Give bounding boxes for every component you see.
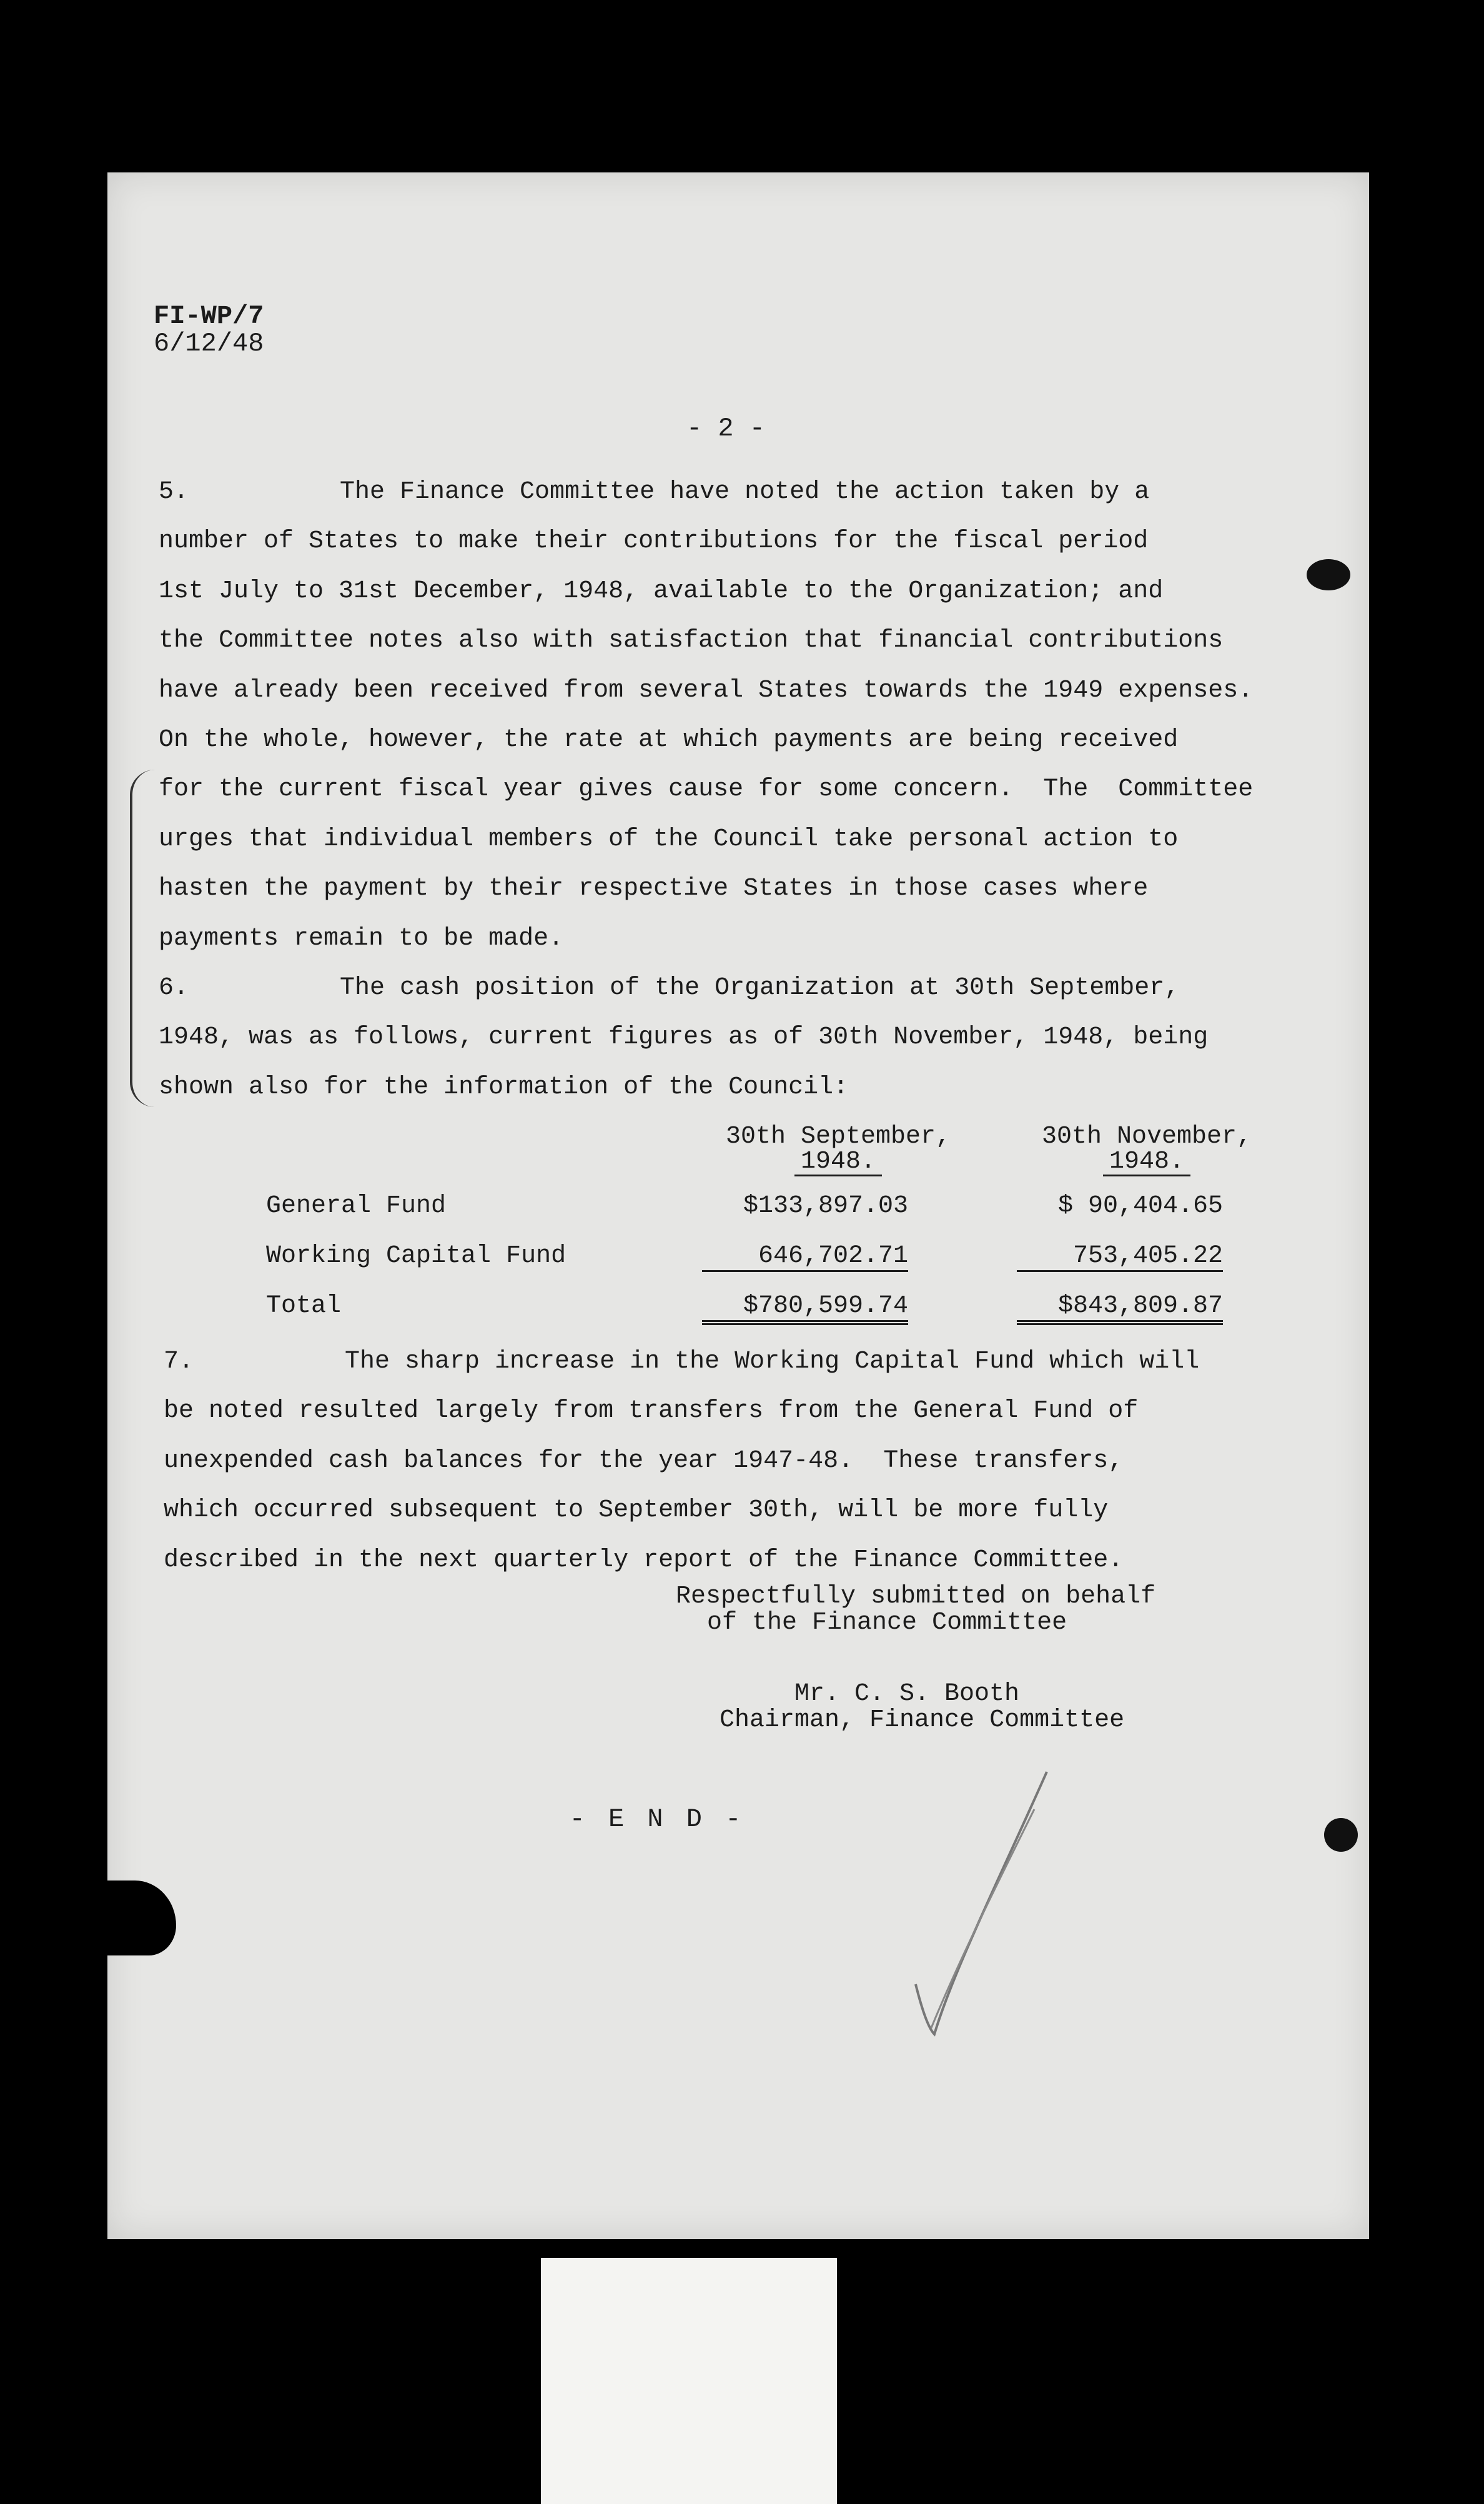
page-damage-mark (1307, 559, 1350, 590)
paragraph-line: shown also for the information of the Council: (159, 1073, 849, 1101)
closing-line: of the Finance Committee (707, 1609, 1067, 1637)
paragraph-line: unexpended cash balances for the year 1947-48. These transfers, (164, 1446, 1124, 1475)
check-mark-icon (797, 1734, 1059, 2059)
paragraph-line: 1st July to 31st December, 1948, available to the Organization; and (159, 577, 1164, 605)
paragraph-line: The Finance Committee have noted the action taken by a (340, 478, 1150, 506)
page-damage-mark (1324, 1818, 1358, 1852)
row-label-general-fund: General Fund (266, 1192, 447, 1220)
paragraph-5 (159, 467, 1345, 963)
paragraph-line: be noted resulted largely from transfers from the General Fund of (164, 1397, 1139, 1426)
paragraph-6 (159, 963, 1345, 1112)
paragraph-line: which occurred subsequent to September 30th, will be more fully (164, 1496, 1109, 1525)
page-number: - 2 - (686, 414, 766, 444)
cell-working-capital-september: 646,702.71 (702, 1242, 908, 1272)
cell-general-fund-november: $ 90,404.65 (1057, 1192, 1223, 1220)
paragraph-number: 7. (164, 1348, 194, 1376)
column-header-september: 30th September, 1948. (725, 1123, 951, 1176)
paragraph-line: The sharp increase in the Working Capital Fund which will (345, 1348, 1200, 1376)
signatory-title: Chairman, Finance Committee (720, 1706, 1125, 1734)
paragraph-number: 5. (159, 478, 189, 506)
reference-date: 6/12/48 (154, 329, 264, 359)
paragraph-line: payments remain to be made. (159, 924, 564, 953)
end-mark: - E N D - (569, 1804, 745, 1834)
reference-code: FI-WP/7 (154, 301, 264, 331)
paragraph-number: 6. (159, 974, 189, 1002)
paragraph-line: hasten the payment by their respective States in those cases where (159, 875, 1149, 903)
paragraph-line: for the current fiscal year gives cause for some concern. The Committee (159, 775, 1254, 804)
paragraph-line: described in the next quarterly report of the Finance Committee. (164, 1546, 1124, 1574)
paragraph-line: have already been received from several States towards the 1949 expenses. (159, 676, 1254, 705)
paragraph-line: number of States to make their contributions for the fiscal period (159, 527, 1149, 556)
document-page (107, 172, 1369, 2239)
paragraph-line: The cash position of the Organization at 30th September, (340, 974, 1180, 1002)
cell-general-fund-september: $133,897.03 (743, 1192, 908, 1220)
margin-bracket-mark (130, 770, 157, 1107)
cell-total-november: $843,809.87 (1017, 1292, 1223, 1325)
paragraph-line: the Committee notes also with satisfaction that financial contributions (159, 627, 1224, 655)
cell-working-capital-november: 753,405.22 (1017, 1242, 1223, 1272)
cell-total-september: $780,599.74 (702, 1292, 908, 1325)
paragraph-line: On the whole, however, the rate at which payments are being received (159, 725, 1179, 754)
signatory-name: Mr. C. S. Booth (794, 1680, 1020, 1708)
paragraph-line: 1948, was as follows, current figures as of 30th November, 1948, being (159, 1023, 1209, 1052)
row-label-total: Total (266, 1292, 342, 1320)
paragraph-7 (164, 1337, 1350, 1585)
closing-line: Respectfully submitted on behalf (676, 1582, 1156, 1611)
paragraph-line: urges that individual members of the Council take personal action to (159, 825, 1179, 853)
reference-card (541, 2258, 837, 2504)
document-reference (154, 302, 264, 357)
column-header-november: 30th November, 1948. (1041, 1123, 1252, 1176)
row-label-working-capital-fund: Working Capital Fund (266, 1242, 566, 1270)
